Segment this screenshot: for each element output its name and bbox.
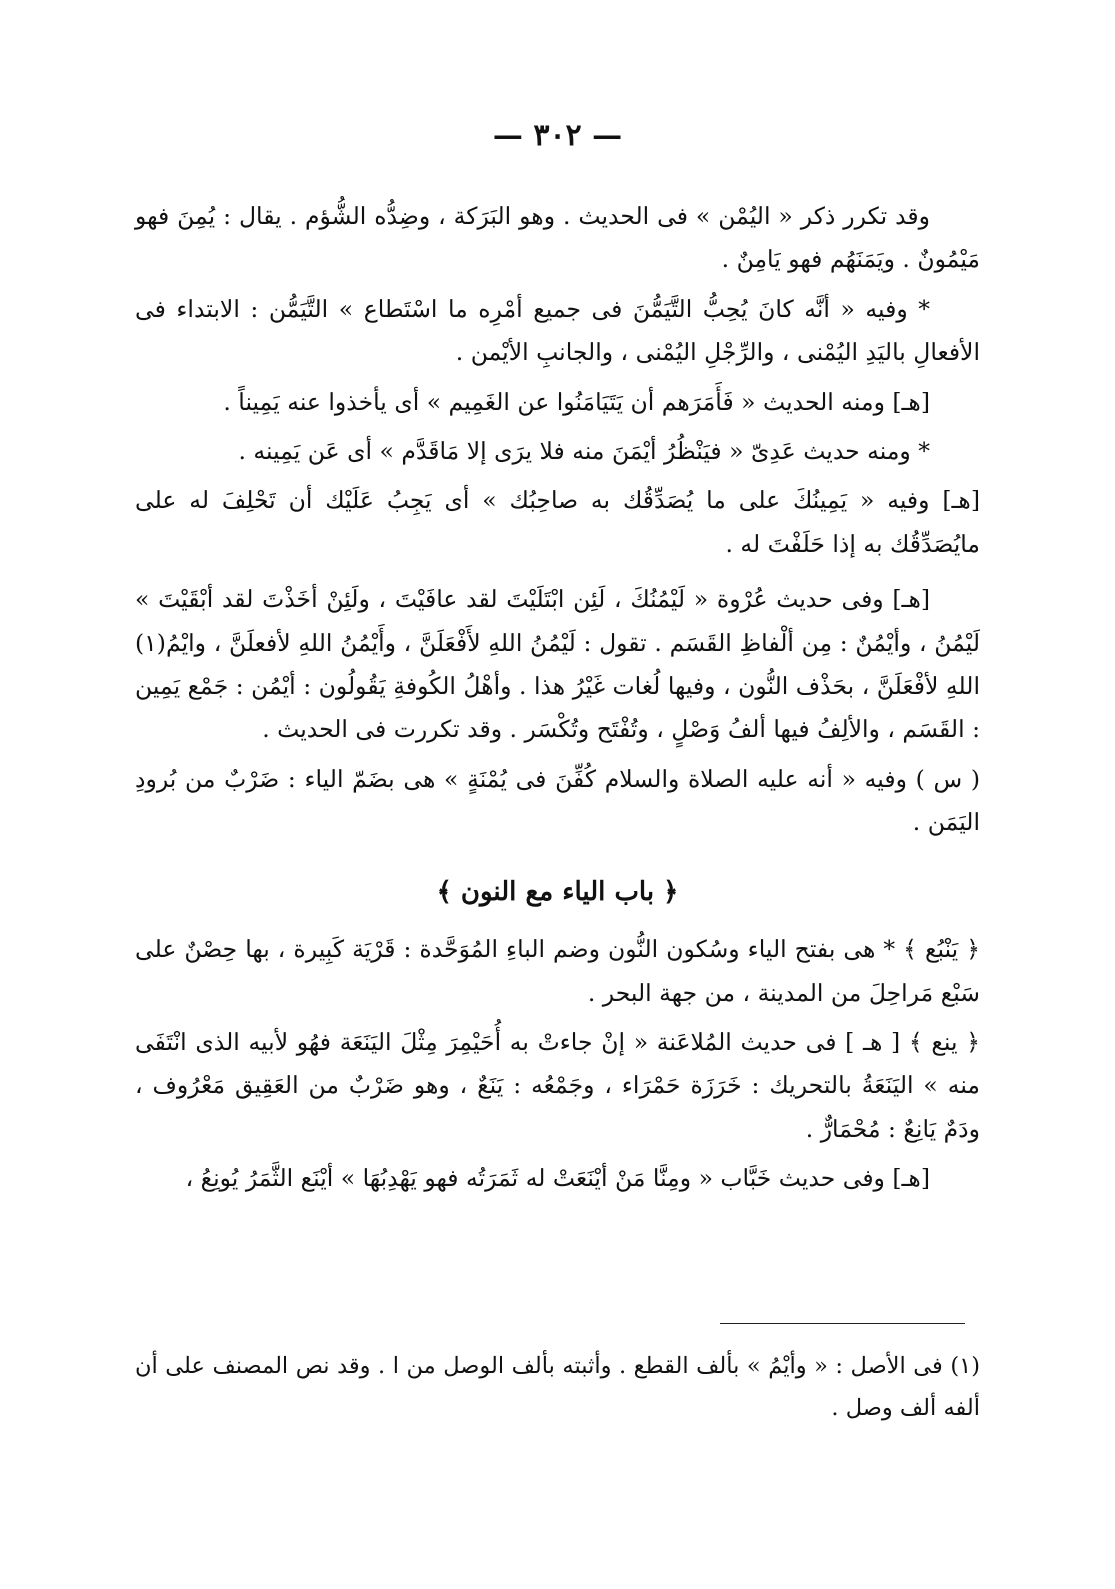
paragraph: * ومنه حديث عَدِىّ « فيَنْظُرُ أيْمَنَ منه فلا يرَى إلا مَاقَدَّم » أى عَن يَمِينه . [238,437,930,466]
footnote-divider [720,1323,965,1324]
paragraph: [هـ] وفى حديث عُرْوة « لَيْمُنُكَ ، لَئِن ابْتَلَيْتَ لقد عافَيْتَ ، ولَئِنْ أخَذْتَ لقد أبْقَيْتَ » لَيْمُنُ ، وأيْمُنٌ : مِن ألْفاظِ القَسَم . تقول : لَيْمُنُ اللهِ لأَفْعَلَنَّ ، وأَيْمُنُ اللهِ لأفعلَنَّ ، وايْمُ(١) اللهِ لأفْعَلَنَّ ، بحَذْف النُّون ، وفيها لُغات غَيْرُ هذا . وأهْلُ الكُوفةِ يَقُولُون : أيْمُن : جَمْع يَمِين : القَسَم ، والألِفُ فيها ألفُ وَصْلٍ ، وتُفْتَح وتُكْسَر . وقد تكررت فى الحديث . [135,585,980,744]
footnote: (١) فى الأصل : « وأيْمُ » بألف القطع . وأثبته بألف الوصل من ا . وقد نص المصنف على أن ألفه ألف وصل . [135,1353,980,1421]
paragraph: [هـ] ومنه الحديث « فَأَمَرَهم أن يَتَيَامَنُوا عن الغَمِيم » أى يأخذوا عنه يَمِيناً . [223,387,930,416]
paragraph: [هـ] وفيه « يَمِينُكَ على ما يُصَدِّقُك به صاحِبُك » أى يَجِبُ عَلَيْك أن تَحْلِفَ له على مايُصَدِّقُك به إذا حَلَفْتَ له . [135,486,980,558]
paragraph: * وفيه « أنَّه كانَ يُحِبُّ التَّيَمُّنَ فى جميع أمْرِه ما اسْتَطاع » التَّيَمُّن : الابتداء فى الأفعالِ باليَدِ اليُمْنى ، والرِّجْلِ اليُمْنى ، والجانبِ الأيْمن . [135,294,980,367]
footnotes [135,1345,980,1429]
page-number: — ٣٠٢ — [492,118,623,153]
paragraph: وقد تكرر ذكر « اليُمْن » فى الحديث . وهو البَرَكة ، وضِدُّه الشُّؤم . يقال : يُمِنَ فهو مَيْمُونٌ . ويَمَنَهُم فهو يَامِنٌ . [135,202,980,274]
section-title: ﴿ باب الياء مع النون ﴾ [436,876,679,907]
paragraph: ( س ) وفيه « أنه عليه الصلاة والسلام كُفِّنَ فى يُمْنَةٍ » هى بضَمّ الياء : ضَرْبٌ من بُرودِ اليَمَن . [135,764,980,837]
entry-paragraph: ﴿ ينع ﴾ [ هـ ] فى حديث المُلاعَنة « إنْ جاءتْ به أُحَيْمِرَ مِثْلَ اليَنَعَة فهُو لأبيه الذى انْتَفَى منه » اليَنَعَةُ بالتحريك : خَرَزَة حَمْرَاء ، وجَمْعُه : يَنَعٌ ، وهو ضَرْبٌ من العَقِيق مَعْرُوف ، ودَمٌ يَانِعٌ : مُحْمَارٌّ . [135,1027,980,1143]
entry-paragraph: ﴿ يَنْبُع ﴾ * هى بفتح الياء وسُكون النُّون وضم الباءِ المُوَحَّدة : قَرْيَة كَبِيرة ، بها حِصْنٌ على سَبْع مَراحِلَ من المدينة ، من جهة البحر . [135,935,980,1007]
main-text [135,195,980,1201]
entry-paragraph: [هـ] وفى حديث خَبَّاب « ومِنَّا مَنْ أيْنَعَتْ له ثَمَرَتُه فهو يَهْدِبُهَا » أيْنَع الثَّمَرُ يُونِعُ ، [185,1164,930,1193]
